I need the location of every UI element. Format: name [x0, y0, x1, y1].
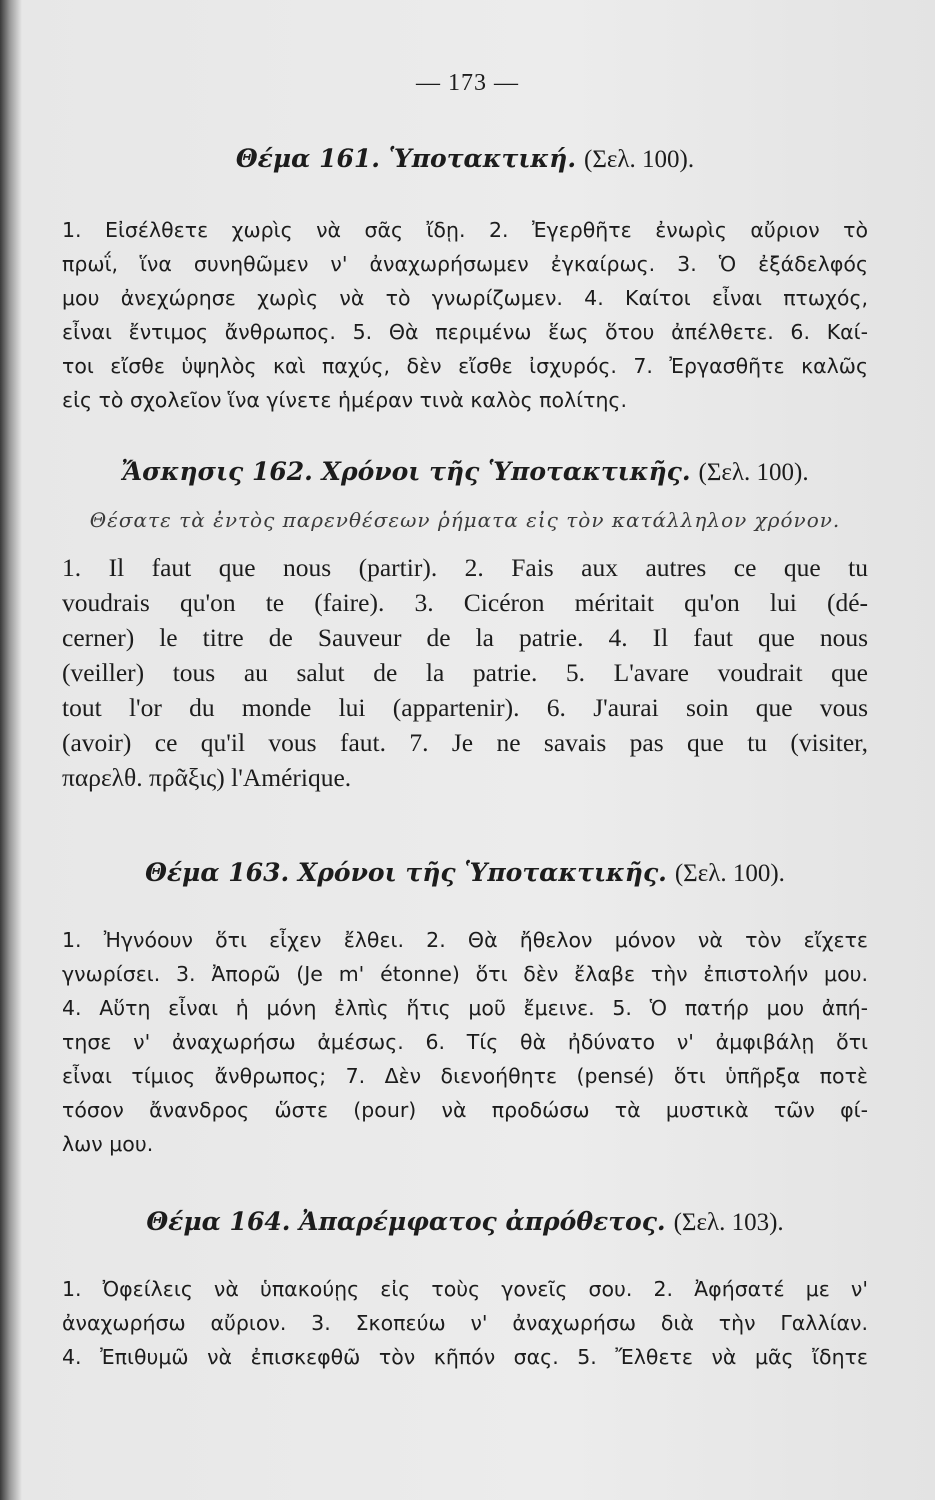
section-reference: (Σελ. 103). [673, 1209, 784, 1236]
section-162 [62, 455, 868, 795]
section-title: Θέμα 163. Χρόνοι τῆς Ὑποτακτικῆς. [145, 858, 667, 887]
text-line: τοι εἴσθε ὑψηλὸς καὶ παχύς, δὲν εἴσθε ἰσχυρός. 7. Ἐργασθῆτε καλῶς [62, 354, 868, 378]
section-heading [62, 1205, 868, 1240]
section-body [62, 213, 868, 417]
section-reference: (Σελ. 100). [674, 860, 785, 887]
section-163 [62, 856, 868, 1161]
text-line: 4. Ἐπιθυμῶ νὰ ἐπισκεφθῶ τὸν κῆπόν σας. 5. Ἔλθετε νὰ μᾶς ἴδητε [62, 1345, 868, 1369]
section-body [62, 550, 868, 795]
section-heading [62, 455, 868, 490]
text-line: εἰς τὸ σχολεῖον ἵνα γίνετε ἡμέραν τινὰ καλὸς πολίτης. [62, 388, 627, 412]
text-line: (avoir) ce qu'il vous faut. 7. Je ne savais pas que tu (visiter, [62, 728, 868, 757]
section-161 [62, 142, 868, 417]
section-reference: (Σελ. 100). [584, 146, 695, 173]
text-line: παρελθ. πρᾶξις) l'Amérique. [62, 763, 352, 792]
section-heading [62, 856, 868, 891]
text-line: 1. Il faut que nous (partir). 2. Fais aux autres ce que tu [62, 553, 868, 582]
section-title: Θέμα 161. Ὑποτακτική. [235, 144, 577, 173]
text-line: voudrais qu'on te (faire). 3. Cicéron méritait qu'on lui (dé- [62, 588, 868, 617]
text-line: γνωρίσει. 3. Ἀπορῶ (Je m' étonne) ὅτι δὲν ἔλαβε τὴν ἐπιστολήν μου. [62, 962, 868, 986]
text-line: 4. Αὕτη εἶναι ἡ μόνη ἐλπὶς ἥτις μοῦ ἔμεινε. 5. Ὁ πατήρ μου ἀπή- [62, 996, 868, 1020]
section-reference: (Σελ. 100). [698, 459, 809, 486]
text-line: 1. Ὀφείλεις νὰ ὑπακούῃς εἰς τοὺς γονεῖς σου. 2. Ἀφήσατέ με ν' [62, 1277, 868, 1301]
text-line: cerner) le titre de Sauveur de la patrie. 4. Il faut que nous [62, 623, 868, 652]
exercise-instruction: Θέσατε τὰ ἐντὸς παρενθέσεων ῥήματα εἰς τὸν κατάλληλον χρόνον. [89, 508, 841, 532]
text-line: tout l'or du monde lui (appartenir). 6. J'aurai soin que vous [62, 693, 868, 722]
text-line: μου ἀνεχώρησε χωρὶς νὰ τὸ γνωρίζωμεν. 4. Καίτοι εἶναι πτωχός, [62, 286, 868, 310]
section-title: Θέμα 164. Ἀπαρέμφατος ἀπρόθετος. [146, 1207, 666, 1236]
text-line: εἶναι ἔντιμος ἄνθρωπος. 5. Θὰ περιμένω ἕως ὅτου ἀπέλθετε. 6. Καί- [62, 320, 868, 344]
page-number: — 173 — [416, 70, 519, 96]
text-line: τησε ν' ἀναχωρήσω ἀμέσως. 6. Τίς θὰ ἠδύνατο ν' ἀμφιβάλῃ ὅτι [62, 1030, 868, 1054]
text-line: πρωΐ, ἵνα συνηθῶμεν ν' ἀναχωρήσωμεν ἐγκαίρως. 3. Ὁ ἐξάδελφός [62, 252, 868, 276]
text-line: λων μου. [62, 1132, 154, 1156]
section-title: Ἄσκησις 162. Χρόνοι τῆς Ὑποτακτικῆς. [121, 457, 691, 486]
section-heading [62, 142, 868, 177]
text-line: 1. Εἰσέλθετε χωρὶς νὰ σᾶς ἴδῃ. 2. Ἐγερθῆτε ἐνωρὶς αὔριον τὸ [62, 218, 868, 242]
section-164 [62, 1205, 868, 1374]
text-line: (veiller) tous au salut de la patrie. 5. L'avare voudrait que [62, 658, 868, 687]
text-line: εἶναι τίμιος ἄνθρωπος; 7. Δὲν διενοήθητε (pensé) ὅτι ὑπῆρξα ποτὲ [62, 1064, 868, 1088]
text-line: 1. Ἠγνόουν ὅτι εἶχεν ἔλθει. 2. Θὰ ἤθελον μόνον νὰ τὸν εἴχετε [62, 928, 868, 952]
text-line: ἀναχωρήσω αὔριον. 3. Σκοπεύω ν' ἀναχωρήσω διὰ τὴν Γαλλίαν. [62, 1311, 868, 1335]
section-body [62, 923, 868, 1161]
section-body [62, 1272, 868, 1374]
text-line: τόσον ἄνανδρος ὥστε (pour) νὰ προδώσω τὰ μυστικὰ τῶν φί- [62, 1098, 868, 1122]
